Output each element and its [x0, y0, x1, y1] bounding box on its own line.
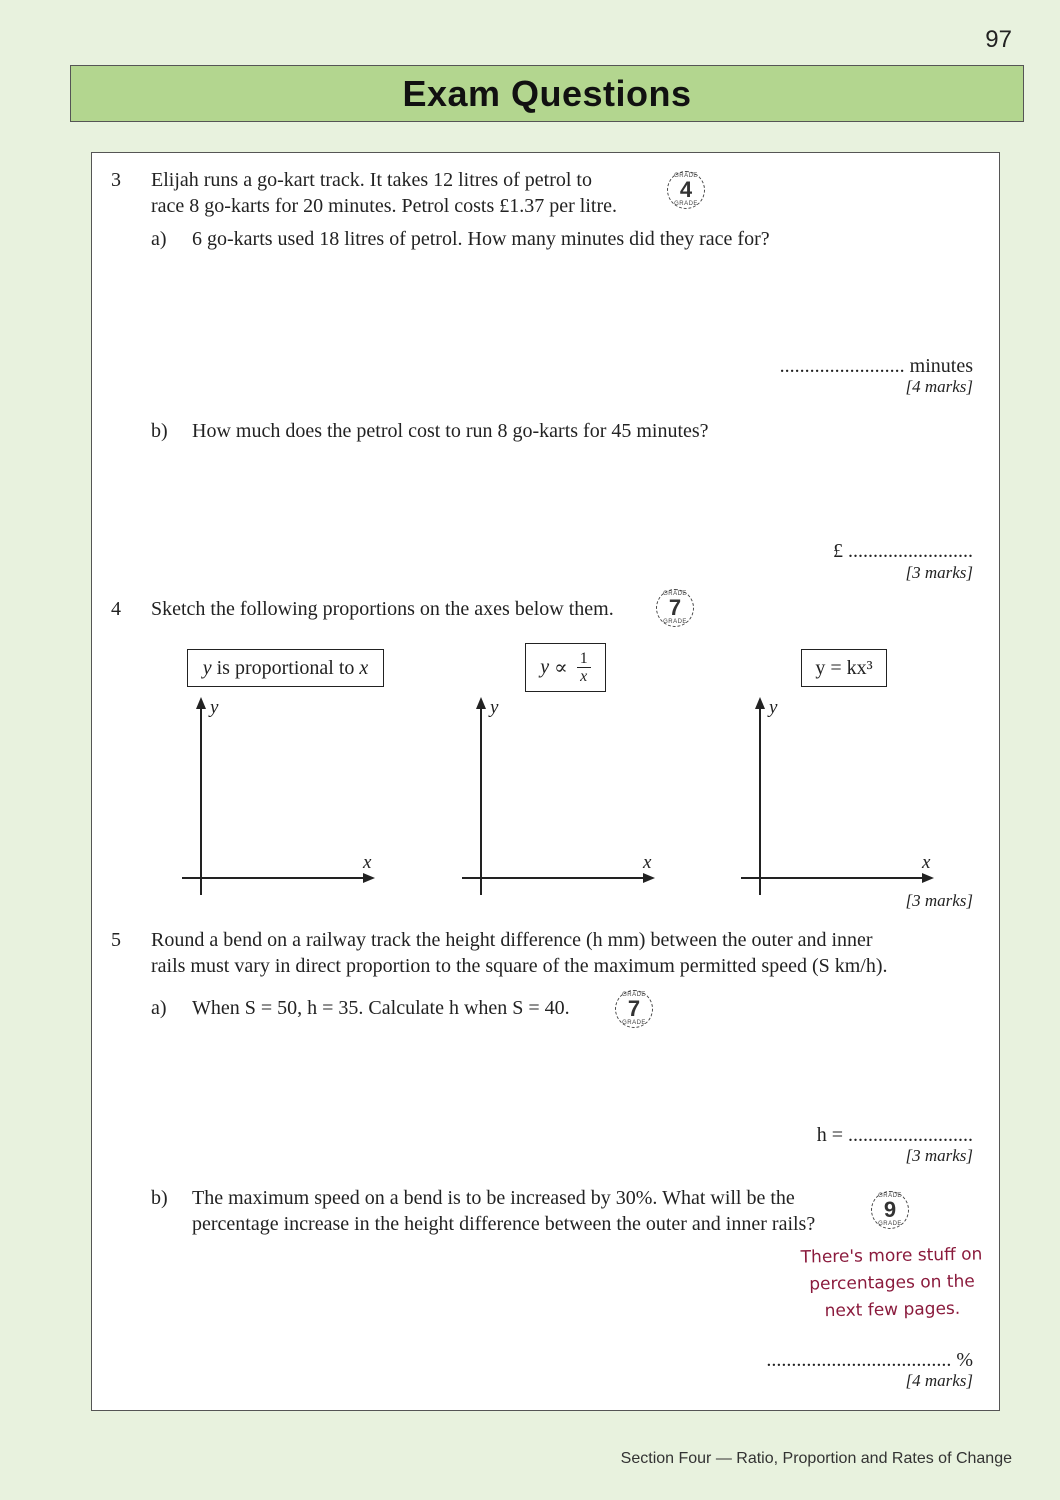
q3-text-line1: Elijah runs a go-kart track. It takes 12 litres of petrol to	[151, 169, 592, 191]
q3-text-line2: race 8 go-karts for 20 minutes. Petrol costs £1.37 per litre.	[151, 195, 617, 217]
page-title: Exam Questions	[402, 72, 692, 114]
footer-section-title: Section Four — Ratio, Proportion and Rates of Change	[620, 1450, 1012, 1467]
q3b-marks: [3 marks]	[905, 563, 973, 582]
grade-9-badge: GRADE 9 GRADE	[871, 1191, 909, 1229]
q4-text: Sketch the following proportions on the axes below them.	[151, 598, 614, 620]
q5-text-line1: Round a bend on a railway track the height difference (h mm) between the outer and inner	[151, 929, 873, 951]
grade-number: 7	[668, 595, 682, 620]
graph3-label: y = kx³	[801, 649, 887, 687]
q5b-text-line2: percentage increase in the height difference between the outer and inner rails?	[192, 1213, 816, 1235]
q3-number: 3	[111, 169, 121, 191]
q5a-text: When S = 50, h = 35. Calculate h when S = 40.	[192, 997, 570, 1019]
q3a-answer-line[interactable]: ......................... minutes	[779, 355, 973, 377]
q5a-label: a)	[151, 997, 167, 1019]
q3a-marks: [4 marks]	[905, 377, 973, 396]
q4-number: 4	[111, 598, 121, 620]
fraction: $\frac{1}{x}$	[577, 650, 591, 685]
graph1-label: y is proportional to x	[187, 649, 384, 687]
graph2-axes[interactable]	[457, 693, 667, 898]
grade-7-badge: GRADE 7 GRADE	[656, 589, 694, 627]
graph2-label: y ∝ $\frac{1}{x}$	[525, 643, 606, 692]
q5-number: 5	[111, 929, 121, 951]
q3a-label: a)	[151, 228, 167, 250]
grade-number: 9	[883, 1197, 897, 1222]
q3b-answer-line[interactable]: £ .........................	[833, 540, 973, 562]
grade-number: 4	[679, 177, 693, 202]
q3a-text: 6 go-karts used 18 litres of petrol. How many minutes did they race for?	[192, 228, 770, 250]
q3b-text: How much does the petrol cost to run 8 go-karts for 45 minutes?	[192, 420, 709, 442]
y-axis-label: y	[210, 697, 219, 718]
graph3-axes[interactable]	[736, 693, 946, 898]
grade-7-badge: GRADE 7 GRADE	[615, 990, 653, 1028]
q5b-marks: [4 marks]	[905, 1371, 973, 1390]
q5a-marks: [3 marks]	[905, 1146, 973, 1165]
y-axis-label: y	[769, 697, 778, 718]
q4-marks: [3 marks]	[905, 891, 973, 910]
q5a-answer-line[interactable]: h = .........................	[816, 1124, 973, 1146]
grade-number: 7	[627, 996, 641, 1021]
q5b-text-line1: The maximum speed on a bend is to be increased by 30%. What will be the	[192, 1187, 795, 1209]
q5b-answer-line[interactable]: ..................................... %	[766, 1349, 973, 1371]
y-axis-label: y	[490, 697, 499, 718]
x-axis-label: x	[643, 852, 652, 873]
q5-text-line2: rails must vary in direct proportion to the square of the maximum permitted speed (S km/h).	[151, 955, 888, 977]
x-axis-label: x	[363, 852, 372, 873]
graph1-axes[interactable]	[177, 693, 387, 898]
grade-4-badge: GRADE 4 GRADE	[667, 171, 705, 209]
q5b-label: b)	[151, 1187, 168, 1209]
hint-note: There's more stuff on percentages on the next few pages.	[800, 1244, 983, 1322]
title-bar	[70, 65, 1024, 122]
x-axis-label: x	[922, 852, 931, 873]
questions-box	[91, 152, 1000, 1411]
q3b-label: b)	[151, 420, 168, 442]
page-number: 97	[985, 26, 1012, 53]
